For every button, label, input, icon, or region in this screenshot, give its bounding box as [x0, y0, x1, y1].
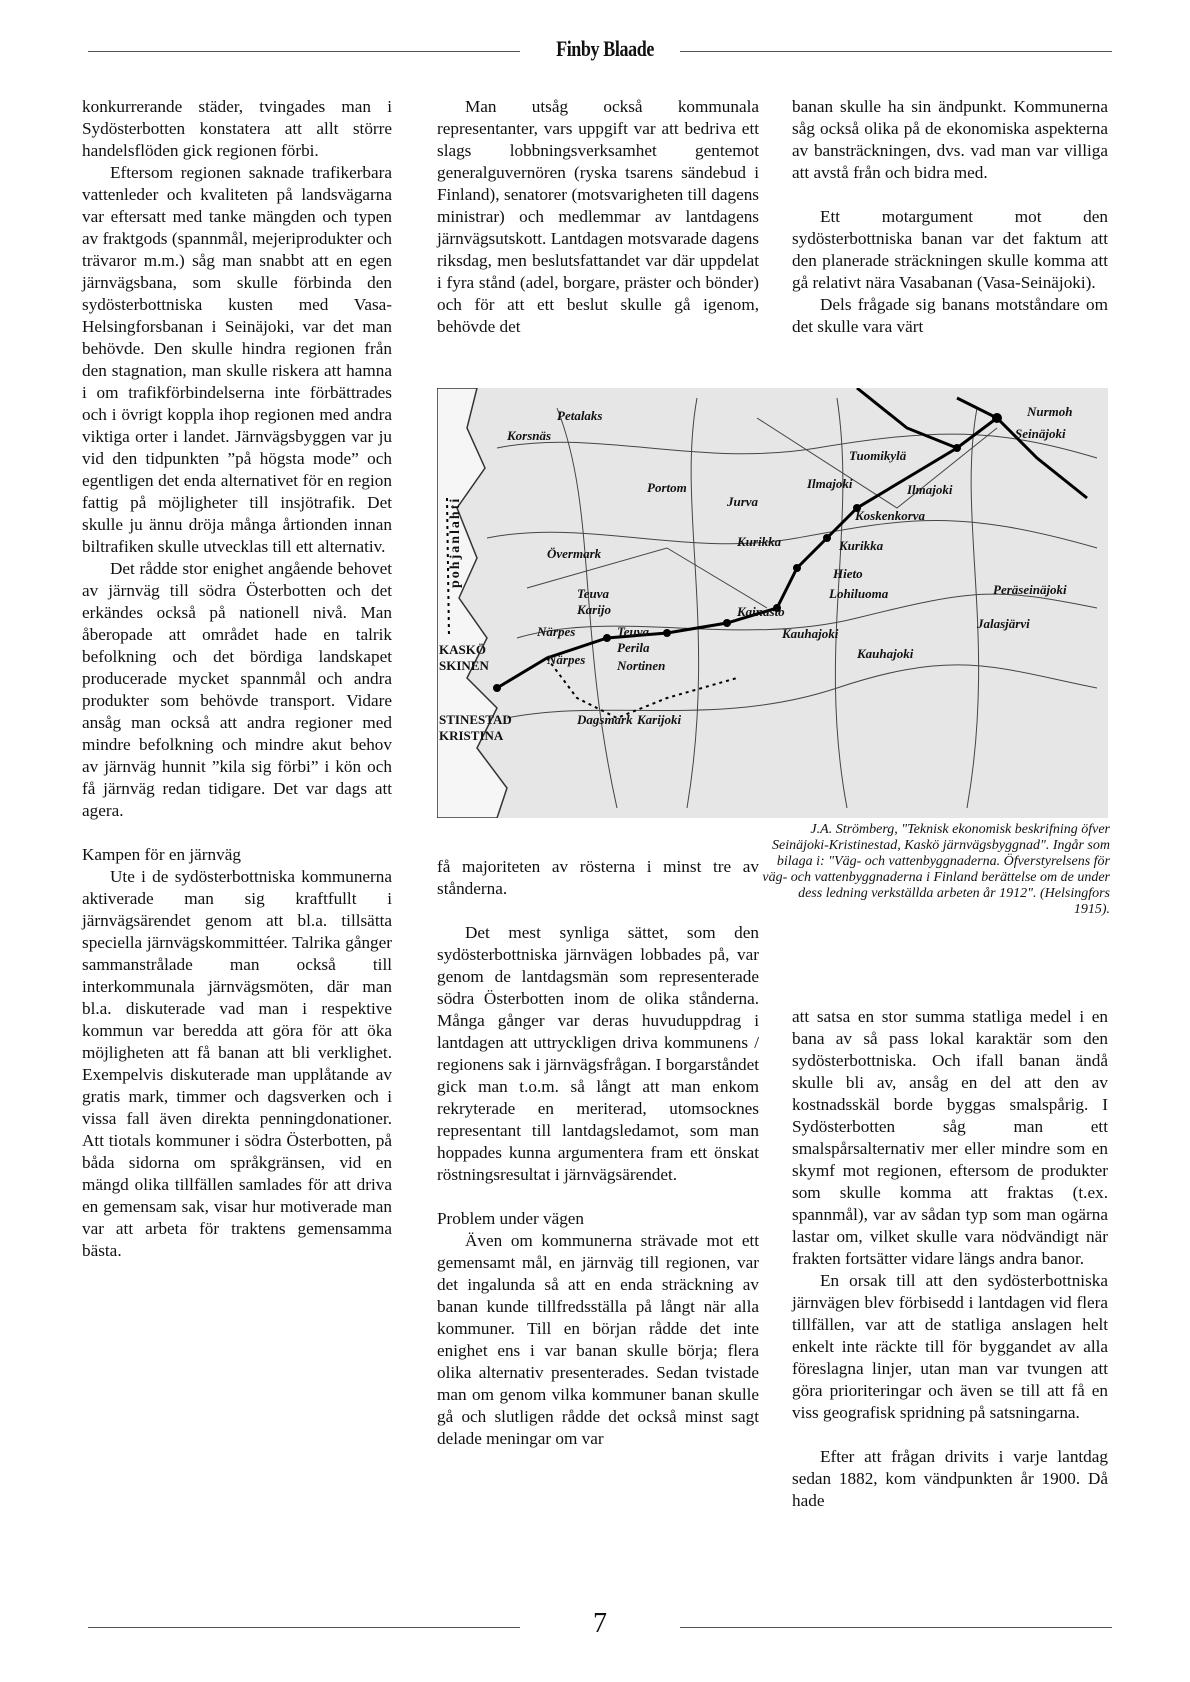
map-label: Teuva [617, 624, 650, 639]
map-label: Portom [647, 480, 687, 495]
paragraph: banan skulle ha sin ändpunkt. Kommunerna såg också olika på de ekonomiska aspekterna av bansträckningen, dvs. vad man var villiga att avstå från och bidra med. [792, 97, 1108, 182]
map-label: Kurikka [839, 538, 884, 553]
map-label: SKINEN [439, 658, 489, 673]
header-rule-left [88, 51, 520, 52]
map-label: Teuva [577, 586, 610, 601]
map-label: Kurikka [737, 534, 782, 549]
map-label: Kainasto [737, 604, 785, 619]
column-2-top [437, 96, 759, 338]
paragraph: Man utsåg också kommunala representanter, vars uppgift var att bedriva ett slags lobbningsverksamhet gentemot generalguvernören (ryska tsarens sändebud i Finland), senatorer (motsvarigheten till dagens ministrar) och medlemmar av lantdagens järnvägsutskott. Lantdagen motsvarade dagens riksdag, men beslutsfattandet var där uppdelat i fyra stånd (adel, borgare, präster och bönder) och för att ett beslut skulle gå igenom, behövde det [437, 97, 759, 336]
map-label: Karijo [577, 602, 611, 617]
paragraph: Även om kommunerna strävade mot ett gemensamt mål, en järnväg till regionen, var det ingalunda så att en enda sträckning av banan kunde tillfredsställa på långt när alla kommuner. Till en början rådde det inte enighet ens i var banan skulle börja; flera olika alternativ presenterades. Sedan tvistade man om genom vilka kommuner banan skulle gå och slutligen rådde det också minst sagt delade meningar om var [437, 1231, 759, 1448]
map-label: Tuomikylä [849, 448, 907, 463]
map-label: Dagsmark [577, 712, 633, 727]
page-number: 7 [593, 1608, 607, 1639]
map-label: Kauhajoki [782, 626, 839, 641]
map-label: KRISTINA [439, 728, 504, 743]
map-label: Peräseinäjoki [993, 582, 1067, 597]
map-label: Nurmoh [1027, 404, 1073, 419]
column-3-bottom [792, 1006, 1108, 1512]
paragraph: att satsa en stor summa statliga medel i en bana av så pass lokal karaktär som den sydösterbottniska. Och ifall banan ändå skulle bli av, ansåg en del att den av kostnadsskäl borde byggas smalspårig. I Sydösterbotten såg man ett smalspårsalternativ mer eller mindre som en skymf mot regionen, eftersom de produkter som skulle komma att fraktas (t.ex. spannmål), var av sådan typ som man ogärna lastar om, vilket skulle vara nödvändigt när frakten fortsätter vidare längs andra banor. [792, 1007, 1108, 1268]
map-label: STINESTAD [439, 712, 512, 727]
paragraph: Efter att frågan drivits i varje lantdag sedan 1882, kom vändpunkten år 1900. Då hade [792, 1447, 1108, 1510]
map-label: Seinäjoki [1015, 426, 1066, 441]
map-label: Jalasjärvi [977, 616, 1030, 631]
column-1 [82, 96, 392, 1262]
map-label: Hieto [833, 566, 863, 581]
map-label: Nortinen [617, 658, 666, 673]
map-label: Petalaks [557, 408, 603, 423]
map-label: Koskenkorva [855, 508, 926, 523]
paragraph: En orsak till att den sydösterbottniska järnvägen blev förbisedd i lantdagen vid flera tillfällen, var att de statliga anslagen helt enkelt inte räckte till för byggandet av alla föreslagna linjer, utan man var tvungen att göra prioriteringar och även se till att få en viss geografisk spridning på satsningarna. [792, 1271, 1108, 1422]
map-label: pohjanlahti [448, 496, 463, 588]
paragraph: Det mest synliga sättet, som den sydösterbottniska järnvägen lobbades på, var genom de lantdagsmän som representerade södra Österbotten inom de olika stånderna. Många gånger var deras huvuduppdrag i lantdagen att uttryckligen driva kommunens / regionens sak i järnvägsfrågan. I borgarståndet gick man t.o.m. så långt att man enkom rekryterade en meriterad, utomsocknes representant till lantdagsledamot, som man hoppades kunna argumentera fram ett önskat röstningsresultat i järnvägsärendet. [437, 923, 759, 1184]
footer-rule-right [680, 1627, 1112, 1628]
railway-map-drawing [437, 388, 1108, 818]
column-3-top [792, 96, 1108, 338]
map-label: Lohiluoma [829, 586, 889, 601]
map-label: KASKÖ [439, 642, 486, 657]
paragraph: få majoriteten av rösterna i minst tre av stånderna. [437, 857, 759, 898]
map-label: Ilmajoki [907, 482, 953, 497]
header-rule-right [680, 51, 1112, 52]
paragraph: Dels frågade sig banans motståndare om det skulle vara värt [792, 295, 1108, 336]
masthead-title: Finby Blaade [556, 36, 654, 61]
map-label: Karijoki [637, 712, 682, 727]
footer-rule-left [88, 1627, 520, 1628]
column-2-bottom [437, 856, 759, 1450]
map-label: Närpes [547, 652, 586, 667]
paragraph: Ett motargument mot den sydösterbottniska banan var det faktum att den planerade sträckningen skulle komma att gå relativt nära Vasabanan (Vasa-Seinäjoki). [792, 207, 1108, 292]
railway-map [437, 388, 1108, 818]
paragraph: konkurrerande städer, tvingades man i Sydösterbotten konstatera att allt större handelsflöden gick regionen förbi. [82, 97, 392, 160]
section-heading-kampen: Kampen för en järnväg [82, 845, 241, 864]
map-label: Jurva [727, 494, 759, 509]
section-heading-problem: Problem under vägen [437, 1209, 585, 1228]
map-label: Perila [617, 640, 650, 655]
paragraph: Eftersom regionen saknade trafikerbara vattenleder och kvaliteten på landsvägarna var eftersatt med tanke mängden och typen av fraktgods (spannmål, mejeriprodukter och trävaror m.m.) såg man snabbt att en egen järnvägsbana, som skulle förbinda den sydösterbottniska kusten med Vasa-Helsingforsbanan i Seinäjoki, var det man behövde. Den skulle hindra regionen från den stagnation, man skulle riskera att hamna i om trafikförbindelserna inte förbättrades och i övrigt koppla ihop regionen med andra viktiga orter i landet. Järnvägsbyggen var ju vid den tidpunkten ”på högsta mode” och egentligen det enda alternativet för en region fattig på möjligheter till insjötrafik. Det skulle ju ännu dröja många årtionden innan biltrafiken skulle utvecklas till ett alternativ. [82, 163, 392, 556]
map-label: Övermark [547, 546, 602, 561]
map-label: Kauhajoki [857, 646, 914, 661]
paragraph: Ute i de sydösterbottniska kommunerna aktiverade man sig kraftfullt i järnvägsärendet genom att bl.a. tillsätta speciella järnvägskommittéer. Talrika gånger sammanstrålade man också till interkommunala järnvägsmöten, där man bl.a. diskuterade vad man i respektive kommun var beredda att göra för att öka möjligheten att få banan att bli verklighet. Exempelvis diskuterade man upplåtande av gratis mark, timmer och dagsverken och i vissa fall även direkta penningdonationer. Att tiotals kommuner i södra Österbotten, på båda sidorna om språkgränsen, vid en mängd olika tillfällen samlades för att driva en gemensam sak, visar hur motiverade man var att arbeta för traktens gemensamma bästa. [82, 867, 392, 1260]
map-label: Närpes [537, 624, 576, 639]
paragraph: Det rådde stor enighet angående behovet av järnväg till södra Österbotten och det erkändes också på nationell nivå. Man åberopade att området hade en talrik befolkning och det bördiga landskapet producerade mycket spannmål och andra produkter som behövde transport. Vidare ansåg man också att andra regioner med mindre befolkning och mindre akut behov av järnväg hunnit ”kila sig förbi” i kön och få järnväg redan tidigare. Det var dags att agera. [82, 559, 392, 820]
map-label: Ilmajoki [807, 476, 853, 491]
map-caption: J.A. Strömberg, "Teknisk ekonomisk beskrifning öfver Seinäjoki-Kristinestad, Kaskö järnvägsbyggnad". Ingår som bilaga i: "Väg- och vattenbyggnaderna. Öfverstyrelsens för väg- och vattenbyggnaderna i Finland berättelse om de under dess ledning verkställda arbeten år 1912". (Helsingfors 1915). [762, 822, 1110, 917]
map-label: Korsnäs [507, 428, 552, 443]
